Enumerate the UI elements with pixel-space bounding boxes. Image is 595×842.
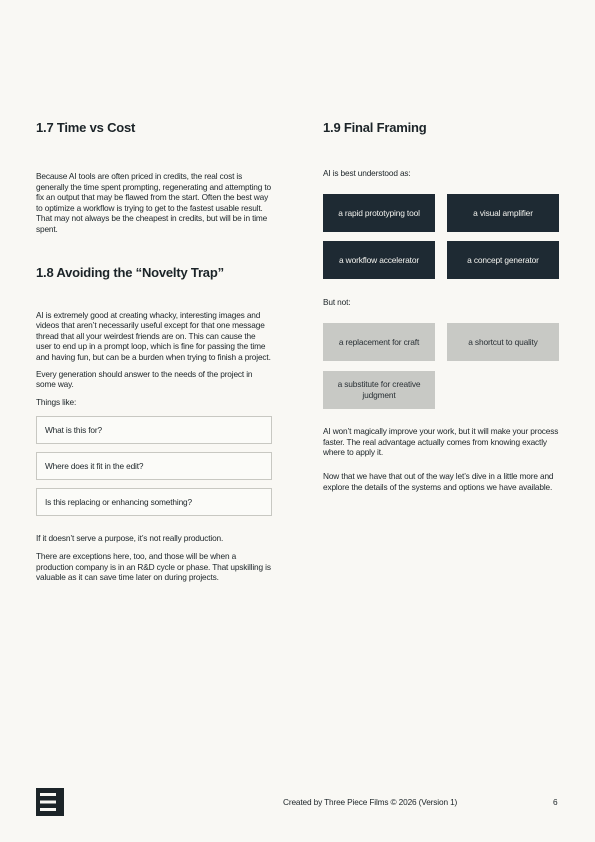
question-box-edit	[36, 452, 272, 480]
right-column	[323, 120, 559, 540]
things-like-label: Things like:	[36, 396, 77, 407]
question-box-purpose	[36, 416, 272, 444]
tile-substitute-for-judgment: a substitute for creative judgment	[323, 371, 435, 409]
tile-visual-amplifier: a visual amplifier	[447, 194, 559, 232]
tile-rapid-prototyping: a rapid prototyping tool	[323, 194, 435, 232]
tile-workflow-accelerator: a workflow accelerator	[323, 241, 435, 279]
tile-concept-generator: a concept generator	[447, 241, 559, 279]
tile-shortcut-to-quality: a shortcut to quality	[447, 323, 559, 361]
question-text: Is this replacing or enhancing something?	[45, 497, 192, 508]
section-1-9-heading: 1.9 Final Framing	[323, 120, 427, 135]
best-understood-label: AI is best understood as:	[323, 168, 411, 178]
section-1-7-heading: 1.7 Time vs Cost	[36, 120, 136, 135]
question-text: What is this for?	[45, 425, 102, 436]
left-column	[36, 120, 272, 583]
section-1-8-body-3: If it doesn’t serve a purpose, it’s not really production.	[36, 533, 224, 544]
section-1-8-body-1: AI is extremely good at creating whacky, interesting images and videos that aren’t necessarily useful except for that one message thread that all your weirdest friends are on. This can cause the user to end up in a prompt loop, which is fine for passing the time and having fun, but can be a burden when trying to finish a project.	[36, 309, 271, 362]
but-not-label: But not:	[323, 297, 351, 307]
section-1-7-body: Because AI tools are often priced in credits, the real cost is generally the time spent prompting, regenerating and attempting to fix an output that may be flawed from the start. Often the best way to optimize a workflow is trying to get to the fastest usable result. That may not always be the cheapest in credits, but will be in time spent.	[36, 171, 272, 234]
page-number: 6	[553, 797, 558, 807]
section-1-8-body-4: There are exceptions here, too, and those will be when a production company is in an R&D cycle or phase. That upskilling is valuable as it can save time later on during projects.	[36, 550, 271, 583]
tile-replacement-for-craft: a replacement for craft	[323, 323, 435, 361]
question-box-replacing	[36, 488, 272, 516]
question-text: Where does it fit in the edit?	[45, 461, 144, 472]
section-1-9-body-2: Now that we have that out of the way let’s dive in a little more and explore the details of the systems and options we have available.	[323, 471, 554, 492]
section-1-8-body-2: Every generation should answer to the needs of the project in some way.	[36, 368, 253, 390]
three-piece-films-logo-icon	[36, 788, 64, 816]
section-1-9-body-1: AI won’t magically improve your work, but it will make your process faster. The real advantage actually comes from knowing exactly where to apply it.	[323, 426, 559, 458]
footer-credit: Created by Three Piece Films © 2026 (Version 1)	[283, 797, 458, 807]
section-1-8-heading: 1.8 Avoiding the “Novelty Trap”	[36, 264, 224, 280]
